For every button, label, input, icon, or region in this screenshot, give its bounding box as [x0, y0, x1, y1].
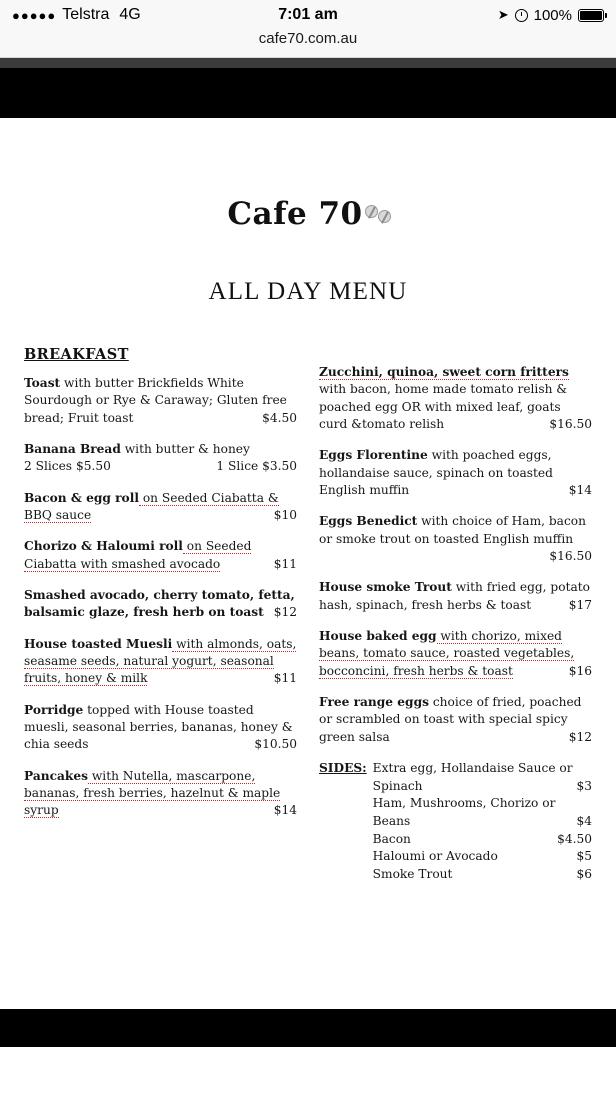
item-price: $11: [273, 671, 297, 686]
menu-item: [319, 447, 592, 499]
item-name: Toast: [24, 376, 61, 390]
side-name: Smoke Trout: [372, 867, 453, 882]
item-name: Bacon & egg roll: [24, 490, 139, 505]
status-clock: 7:01 am: [278, 6, 338, 23]
item-name: Porridge: [24, 702, 84, 717]
item-name: Smashed avocado, cherry tomato, fetta, balsamic glaze, fresh herb on toast: [24, 587, 295, 620]
url-text: cafe70.com.au: [258, 30, 358, 47]
ios-status-bar: [0, 0, 616, 30]
item-name: House smoke Trout: [319, 580, 452, 595]
item-price: $10.50: [254, 737, 297, 752]
menu-item: [24, 702, 297, 754]
cafe-logo: [22, 118, 594, 232]
side-name: Extra egg, Hollandaise Sauce or: [372, 760, 573, 775]
side-name: Haloumi or Avocado: [372, 849, 498, 864]
side-name: Spinach: [372, 778, 423, 793]
browser-url-bar[interactable]: [0, 30, 616, 58]
side-item: [373, 831, 592, 849]
location-arrow-icon: ➤: [497, 7, 509, 22]
menu-item: [24, 768, 297, 820]
item-price-option-2: 1 Slice $3.50: [216, 459, 297, 474]
item-name: Zucchini, quinoa, sweet corn fritters: [319, 365, 569, 379]
side-price: $4: [576, 813, 592, 828]
item-name: Eggs Benedict: [319, 514, 418, 529]
item-name: Pancakes: [24, 768, 88, 783]
side-item: [373, 760, 592, 778]
side-item: [373, 848, 592, 866]
menu-column-right: [319, 346, 594, 884]
item-desc: on Seeded Ciabatta & BBQ sauce: [24, 490, 279, 522]
item-price: $14: [568, 482, 592, 497]
item-price: $11: [273, 556, 297, 571]
carrier-label: Telstra: [62, 6, 110, 23]
item-desc: choice of fried, poached or scrambled on toast with special spicy green salsa: [319, 694, 582, 744]
item-desc: with poached eggs, hollandaise sauce, spinach on toasted English muffin: [319, 448, 553, 497]
item-price: $12: [273, 605, 297, 620]
signal-strength-icon: ●●●●●: [12, 7, 57, 23]
side-price: $3: [576, 778, 592, 793]
item-price: $16.50: [549, 416, 592, 431]
site-header-bar: [0, 68, 616, 118]
item-price: $14: [273, 803, 297, 818]
menu-item: [24, 636, 297, 688]
side-price: $5: [576, 849, 592, 864]
item-desc: with fried egg, potato hash, spinach, fresh herbs & toast: [319, 580, 590, 612]
menu-item: [24, 587, 297, 622]
menu-column-left: [22, 346, 297, 884]
breakfast-heading: BREAKFAST: [24, 346, 129, 363]
side-name: Ham, Mushrooms, Chorizo or: [372, 796, 556, 811]
item-name: Chorizo & Haloumi roll: [24, 539, 183, 554]
status-left-group: [12, 6, 141, 24]
side-item: [373, 866, 592, 884]
item-desc: with Nutella, mascarpone, bananas, fresh berries, hazelnut & maple syrup: [24, 768, 281, 818]
page-top-band: [0, 58, 616, 68]
item-price: $16: [568, 663, 592, 678]
item-desc: topped with House toasted muesli, seasonal berries, bananas, honey & chia seeds: [24, 702, 293, 752]
site-footer-bar: [0, 1009, 616, 1047]
menu-columns: [22, 346, 594, 884]
item-price: $12: [568, 729, 592, 744]
item-price: $17: [568, 597, 592, 612]
menu-item: [24, 490, 297, 525]
item-desc: with butter & honey: [120, 441, 250, 456]
item-desc: with butter Brickfields White Sourdough or Rye & Caraway; Gluten free bread; Fruit toast: [24, 376, 287, 425]
menu-page: [0, 118, 616, 1009]
item-price: $16.50: [549, 548, 592, 563]
menu-item: [319, 694, 592, 746]
item-desc: with chorizo, mixed beans, tomato sauce, roasted vegetables, bocconcini, fresh herbs & toast: [319, 628, 575, 678]
cafe-name: Cafe 70: [227, 196, 363, 232]
side-name: Beans: [372, 813, 411, 828]
menu-item: [24, 375, 297, 427]
menu-item: [319, 364, 592, 433]
menu-item: [319, 628, 592, 680]
item-name: House toasted Muesli: [24, 636, 173, 651]
menu-item: [24, 441, 297, 476]
menu-item: [24, 538, 297, 573]
menu-item: [319, 579, 592, 614]
network-type-label: 4G: [119, 6, 141, 23]
side-item: [373, 778, 592, 796]
item-name: Eggs Florentine: [319, 448, 428, 463]
side-name: Bacon: [372, 831, 411, 846]
side-item: [373, 813, 592, 831]
battery-percent-label: 100%: [533, 6, 572, 24]
menu-item: [319, 513, 592, 565]
item-desc: with choice of Ham, bacon or smoke trout on toasted English muffin: [319, 514, 586, 546]
item-name: Banana Bread: [24, 441, 121, 456]
sides-label: SIDES:: [319, 760, 367, 775]
alarm-clock-icon: [515, 9, 528, 22]
side-item: [373, 795, 592, 813]
item-name: Free range eggs: [319, 694, 429, 709]
item-desc: on Seeded Ciabatta with smashed avocado: [24, 539, 252, 571]
item-price: $4.50: [262, 410, 297, 425]
side-price: $4.50: [557, 831, 592, 846]
side-price: $6: [576, 867, 592, 882]
status-right-group: [498, 7, 604, 24]
item-desc: with almonds, oats, seasame seeds, natural yogurt, seasonal fruits, honey & milk: [24, 636, 297, 686]
battery-icon: [578, 9, 604, 22]
page-title: [22, 278, 594, 306]
sides-list: [373, 760, 592, 884]
coffee-beans-icon: [367, 199, 389, 223]
item-price-option-1: 2 Slices $5.50: [24, 459, 111, 474]
item-price: $10: [273, 507, 297, 522]
item-desc: with bacon, home made tomato relish & poached egg OR with mixed leaf, goats curd &tomato relish: [319, 382, 568, 431]
sides-section: [319, 760, 592, 884]
page-title-text: ALL DAY MENU: [208, 278, 408, 305]
battery-fill: [580, 11, 602, 20]
item-name: House baked egg: [319, 628, 437, 643]
